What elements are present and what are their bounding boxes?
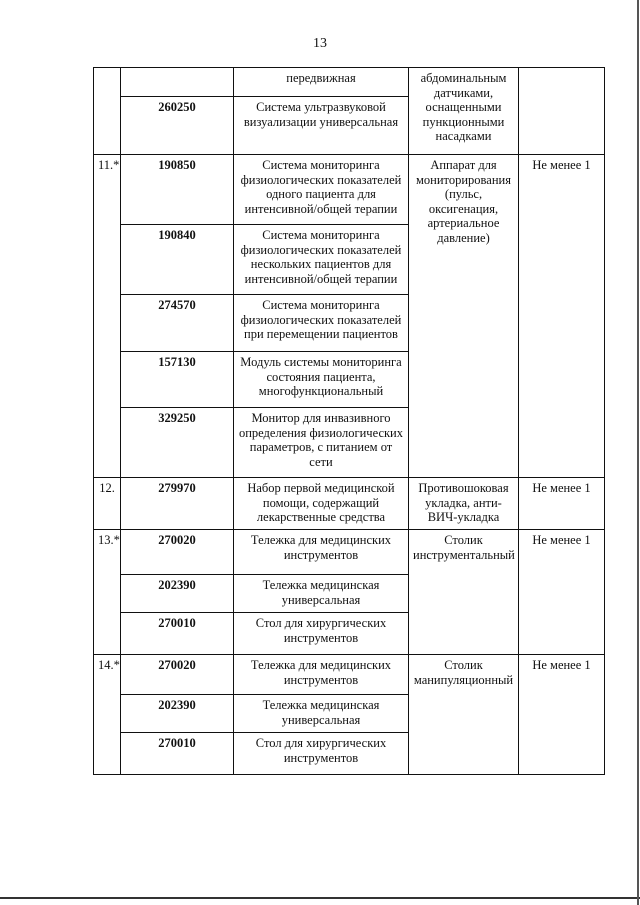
item-code: 274570	[121, 295, 234, 352]
row-number: 13.*	[94, 530, 121, 655]
page-number: 13	[313, 36, 327, 51]
item-code: 202390	[121, 575, 234, 613]
item-name: Система мониторинга физиологических показателей при перемещении пациентов	[234, 295, 409, 352]
item-code: 270020	[121, 530, 234, 575]
row-number: 11.*	[94, 155, 121, 478]
table-row	[94, 478, 605, 530]
item-name: Тележка медицинская универсальная	[234, 695, 409, 733]
required-quantity: Не менее 1	[519, 478, 605, 530]
item-name: Тележка для медицинских инструментов	[234, 655, 409, 695]
equipment-category: Противошоковая укладка, анти-ВИЧ-укладка	[409, 478, 519, 530]
item-name: Тележка для медицинских инструментов	[234, 530, 409, 575]
item-name: Набор первой медицинской помощи, содержащий лекарственные средства	[234, 478, 409, 530]
equipment-category: абдоминальным датчиками, оснащенными пункционными насадками	[409, 68, 519, 155]
item-code: 190840	[121, 225, 234, 295]
row-number: 14.*	[94, 655, 121, 775]
table-row	[94, 655, 605, 695]
item-name: Система мониторинга физиологических показателей одного пациента для интенсивной/общей терапии	[234, 155, 409, 225]
item-name: Система ультразвуковой визуализации универсальная	[234, 97, 409, 155]
item-code: 260250	[121, 97, 234, 155]
required-quantity: Не менее 1	[519, 155, 605, 478]
item-code: 279970	[121, 478, 234, 530]
row-number: 12.	[94, 478, 121, 530]
item-name: Стол для хирургических инструментов	[234, 613, 409, 655]
scan-border-bottom	[0, 897, 640, 899]
item-name: Тележка медицинская универсальная	[234, 575, 409, 613]
item-code	[121, 68, 234, 97]
item-code: 270010	[121, 613, 234, 655]
item-name: передвижная	[234, 68, 409, 97]
item-code: 270020	[121, 655, 234, 695]
item-name: Монитор для инвазивного определения физиологических параметров, с питанием от сети	[234, 408, 409, 478]
required-quantity: Не менее 1	[519, 655, 605, 775]
item-name: Система мониторинга физиологических показателей нескольких пациентов для интенсивной/общей терапии	[234, 225, 409, 295]
item-code: 270010	[121, 733, 234, 775]
item-code: 190850	[121, 155, 234, 225]
equipment-table-body	[94, 68, 605, 775]
row-number	[94, 68, 121, 155]
required-quantity: Не менее 1	[519, 530, 605, 655]
table-row	[94, 155, 605, 225]
table-row	[94, 68, 605, 97]
item-code: 329250	[121, 408, 234, 478]
scan-border-right	[637, 0, 639, 905]
required-quantity	[519, 68, 605, 155]
item-code: 202390	[121, 695, 234, 733]
item-name: Стол для хирургических инструментов	[234, 733, 409, 775]
item-code: 157130	[121, 352, 234, 408]
equipment-category: Аппарат для мониторирования (пульс, оксигенация, артериальное давление)	[409, 155, 519, 478]
equipment-table	[93, 67, 605, 775]
equipment-category: Столик инструментальный	[409, 530, 519, 655]
equipment-category: Столик манипуляционный	[409, 655, 519, 775]
item-name: Модуль системы мониторинга состояния пациента, многофункциональный	[234, 352, 409, 408]
table-row	[94, 530, 605, 575]
